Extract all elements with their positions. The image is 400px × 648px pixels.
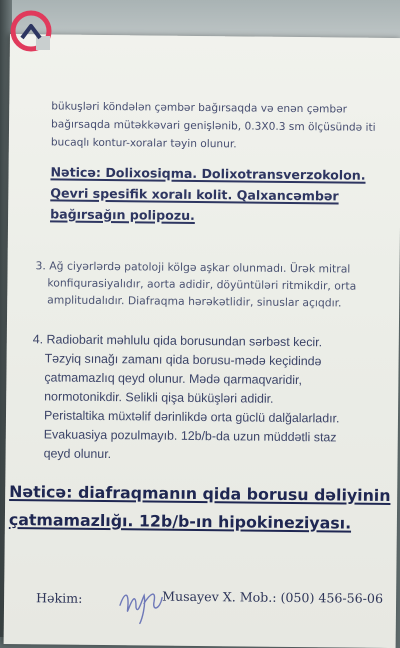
report-item-4-line: Peristaltika müxtəlif dərinlikdə orta güclü dalğalarladır. xyxy=(43,408,340,426)
conclusion-line: bağırsağın polipozu. xyxy=(50,206,195,223)
conclusion-line: Qevri spesifik xoralı kolit. Qalxancəmbər xyxy=(50,185,339,204)
report-item-4-line: çatmamazlıq qeyd olunur. Mədə qarmaqvaridir, xyxy=(44,370,303,388)
report-item-4-line: Təzyiq sınağı zamanı qida borusu-mədə keçidində xyxy=(44,351,322,369)
doctor-label: Həkim: xyxy=(36,590,83,606)
final-conclusion-line: çatmamazlığı. 12b/b-ın hipokineziyası. xyxy=(8,510,352,533)
report-item-4-line: qeyd olunur. xyxy=(43,446,112,462)
report-text-line: bükuşləri köndələn çəmbər bağırsaqda və enən çəmbər xyxy=(51,100,348,116)
report-text-line: bucaqlı kontur-xoralar təyin olunur. xyxy=(50,136,237,151)
report-item-4-line: 4. Radiobarit məhlulu qida borusundan sərbəst kecir. xyxy=(32,332,323,350)
report-item-3-line: amplitudalıdır. Diafraqma hərəkətlidir, sinuslar açıqdır. xyxy=(47,293,342,310)
report-item-3-line: konfiqurasiyalıdır, aorta adidir, döyüntüləri ritmikdir, orta xyxy=(47,276,357,293)
report-item-3-line: 3. Ağ ciyərlərdə patoloji kölgə aşkar olunmadı. Ürək mitral xyxy=(35,259,351,276)
medical-report-sheet xyxy=(4,34,400,648)
report-text-line: bağırsaqda mütəkkəvari genişlənib, 0.3X0.3 sm ölçüsündə iti xyxy=(50,118,376,134)
site-logo-icon xyxy=(8,8,54,54)
handwritten-signature xyxy=(116,575,167,628)
report-item-4-line: Evakuasiya pozulmayıb. 12b/b-da uzun müddətli staz xyxy=(43,427,337,445)
doctor-name-phone: Musayev X. Mob.: (050) 456-56-06 xyxy=(162,588,384,606)
report-item-4-line: normotonikdir. Selikli qişa büküşləri adidir. xyxy=(44,389,274,406)
final-conclusion-line: Nəticə: diafraqmanın qida borusu dəliyinin xyxy=(9,482,391,506)
conclusion-line: Nəticə: Dolixosiqma. Dolixotransverzokolon. xyxy=(50,164,366,183)
